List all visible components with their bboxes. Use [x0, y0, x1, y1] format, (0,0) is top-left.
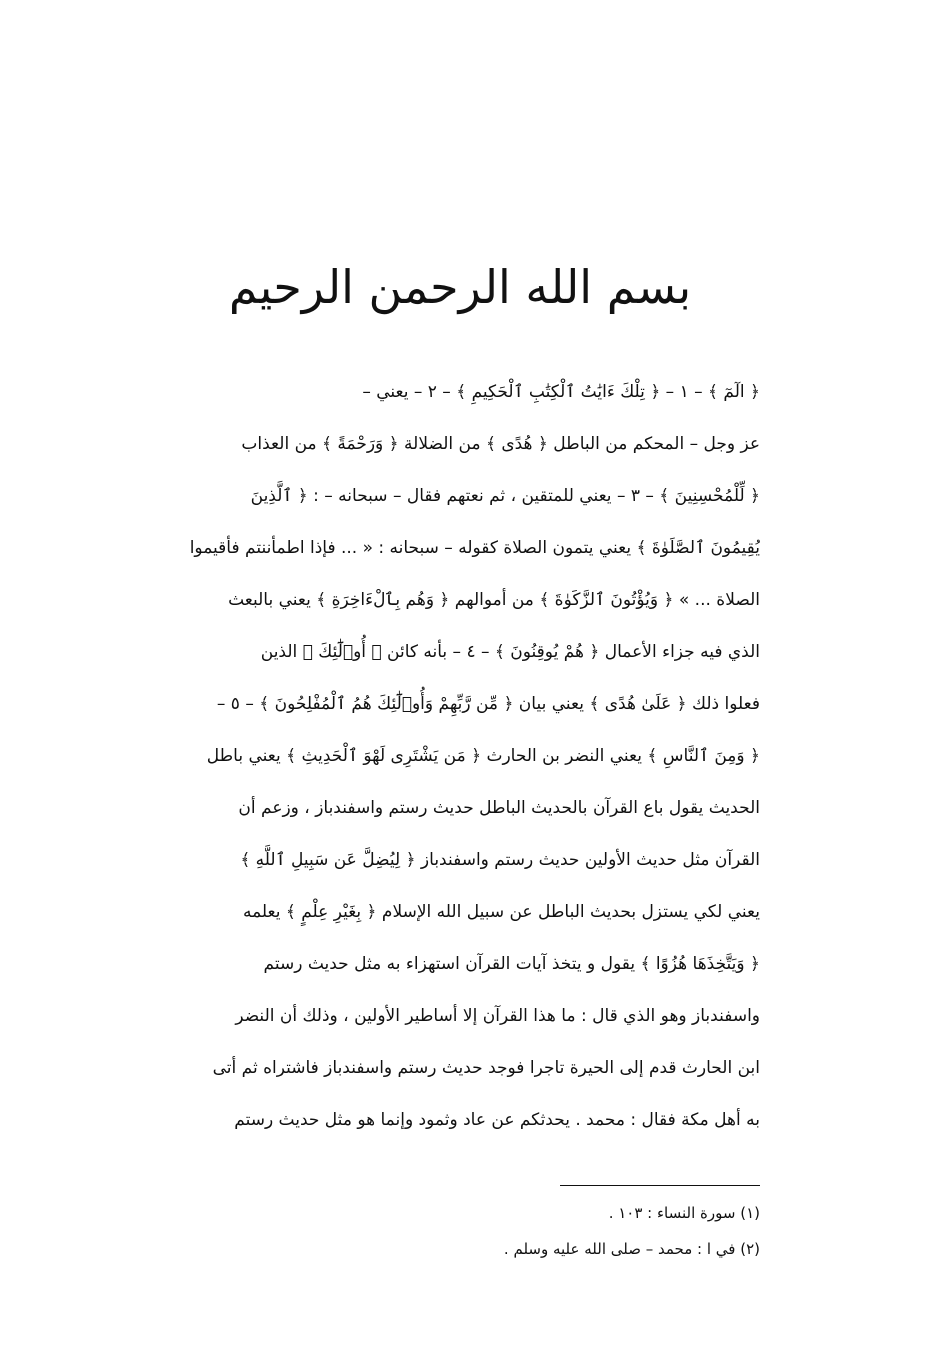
text-line: القرآن مثل حديث الأولين حديث رستم واسفندباز ﴿ لِيُضِلَّ عَن سَبِيلِ ٱللَّهِ ﴾ — [240, 850, 760, 870]
text-line: ابن الحارث قدم إلى الحيرة تاجرا فوجد حديث رستم واسفندباز فاشتراه ثم أتى — [212, 1058, 760, 1078]
text-line: فعلوا ذلك ﴿ عَلَىٰ هُدًى ﴾ يعني بيان ﴿ مِّن رَّبِّهِمْ وَأُو۟لَٰٓئِكَ هُمُ ٱلْمُفْلِحُونَ ﴾ – ٥ – — [216, 694, 760, 714]
text-line: ﴿ الٓمٓ ﴾ – ١ – ﴿ تِلْكَ ءَايَٰتُ ٱلْكِتَٰبِ ٱلْحَكِيمِ ﴾ – ٢ – يعني – — [362, 382, 760, 402]
basmala-heading: بسم الله الرحمن الرحيم — [228, 260, 692, 314]
footnotes — [380, 1195, 760, 1267]
main-text — [105, 366, 760, 1146]
text-line: يُقِيمُونَ ٱلصَّلَوٰةَ ﴾ يعني يتمون الصلاة كقوله – سبحانه : « ... فإذا اطمأننتم فأقيموا — [189, 538, 760, 558]
text-line: واسفندباز وهو الذي قال : ما هذا القرآن إلا أساطير الأولين ، وذلك أن النضر — [235, 1006, 760, 1026]
text-line: عز وجل – المحكم من الباطل ﴿ هُدًى ﴾ من الضلالة ﴿ وَرَحْمَةً ﴾ من العذاب — [241, 434, 760, 454]
footnote-2: (٢) في ا : محمد – صلى الله عليه وسلم . — [503, 1240, 760, 1258]
footnote-1: (١) سورة النساء : ١٠٣ . — [608, 1204, 760, 1222]
text-line: الصلاة ... » ﴿ وَيُؤْتُونَ ٱلزَّكَوٰةَ ﴾ من أموالهم ﴿ وَهُم بِٱلْءَاخِرَةِ ﴾ يعني بالبعث — [228, 590, 760, 610]
text-line: ﴿ لِّلْمُحْسِنِينَ ﴾ – ٣ – يعني للمتقين ، ثم نعتهم فقال – سبحانه – : ﴿ ٱلَّذِينَ — [250, 486, 760, 506]
text-line: ﴿ وَيَتَّخِذَهَا هُزُوًا ﴾ يقول و يتخذ آيات القرآن استهزاء به مثل حديث رستم — [263, 954, 760, 974]
text-line: يعني لكي يستزل بحديث الباطل عن سبيل الله الإسلام ﴿ بِغَيْرِ عِلْمٍ ﴾ يعلمه — [242, 902, 760, 922]
text-line: الحديث يقول باع القرآن بالحديث الباطل حديث رستم واسفندباز ، وزعم أن — [238, 798, 760, 818]
text-line: ﴿ وَمِنَ ٱلنَّاسِ ﴾ يعني النضر بن الحارث ﴿ مَن يَشْتَرِى لَهْوَ ٱلْحَدِيثِ ﴾ يعني باطل — [206, 746, 760, 766]
text-line: الذي فيه جزاء الأعمال ﴿ هُمْ يُوقِنُونَ ﴾ – ٤ – بأنه كائن ﴿ أُو۟لَٰٓئِكَ ﴾ الذين — [260, 642, 760, 662]
text-line: به أهل مكة فقال : محمد . يحدثكم عن عاد وثمود وإنما هو مثل حديث رستم — [234, 1110, 760, 1130]
footnote-divider — [560, 1185, 760, 1186]
